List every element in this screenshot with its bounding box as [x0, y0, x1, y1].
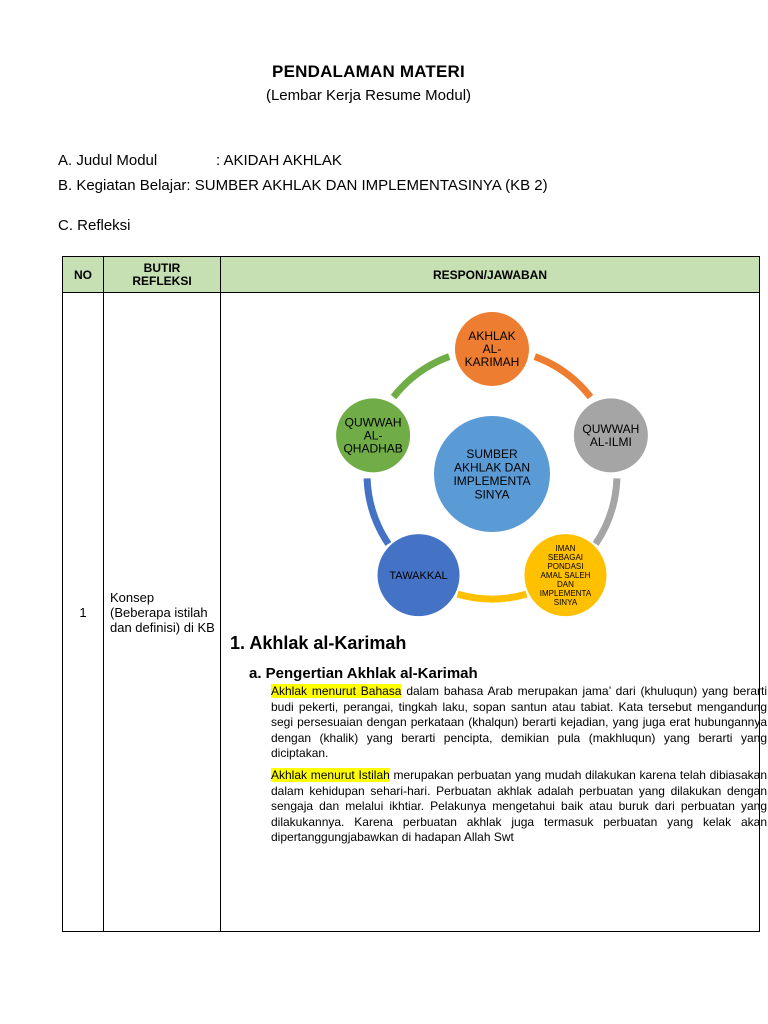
heading-akhlak-al-karimah: 1. Akhlak al-Karimah — [230, 633, 407, 653]
cycle-diagram — [221, 293, 768, 623]
cycle-arc — [458, 594, 527, 599]
page-title: PENDALAMAN MATERI — [272, 62, 465, 81]
center-circle-label: SUMBER AKHLAK DAN IMPLEMENTA SINYA — [453, 446, 531, 502]
kegiatan-belajar-label: B. Kegiatan Belajar — [58, 177, 187, 194]
cycle-arc — [367, 478, 388, 544]
paragraph-istilah-text: merupakan perbuatan yang mudah dilakukan karena telah dibiasakan dalam kehidupan sehari-hari. Perbuatan akhlak adalah perbuatan yang dilakukan dengan sengaja dan melalui ikhtiar. Pelakunya mengetahui baik atau buruk dari perbuatan yang dilakukannya. Karena perbuatan akhlak juga termasuk perbuatan yang kelak akan dipertanggungjabawkan di hadapan Allah Swt — [271, 768, 767, 844]
paragraph-istilah — [271, 768, 767, 846]
highlight-istilah: Akhlak menurut Istilah — [271, 768, 390, 782]
table-row — [63, 293, 760, 932]
table-header-row — [63, 257, 760, 293]
heading-pengertian: a. Pengertian Akhlak al-Karimah — [249, 665, 478, 682]
response-cell — [221, 293, 767, 932]
cycle-arc — [535, 357, 591, 398]
header-no: NO — [63, 257, 104, 293]
cycle-arc — [393, 357, 449, 398]
cycle-node-label: QUWWAH AL-QHADHAB — [343, 415, 403, 456]
cycle-node-label: TAWAKKAL — [389, 569, 448, 582]
cycle-node-label: AKHLAK AL-KARIMAH — [464, 329, 520, 370]
header-respon-jawaban: RESPON/JAWABAN — [221, 257, 760, 293]
kegiatan-belajar-value: : SUMBER AKHLAK DAN IMPLEMENTASINYA (KB 2) — [186, 177, 548, 194]
judul-modul-label: A. Judul Modul — [58, 152, 158, 169]
highlight-bahasa: Akhlak menurut Bahasa — [271, 684, 402, 698]
kegiatan-belajar-row — [58, 177, 548, 194]
paragraph-bahasa — [271, 684, 767, 762]
judul-modul-value: : AKIDAH AKHLAK — [216, 152, 342, 169]
cycle-arc — [596, 478, 617, 544]
refleksi-table — [62, 256, 767, 932]
row-butir: Konsep (Beberapa istilah dan definisi) di KB — [104, 293, 221, 932]
header-butir-refleksi: BUTIR REFLEKSI — [104, 257, 221, 293]
cycle-node-label: IMAN SEBAGAI PONDASI AMAL SALEH DAN IMPLEMENTA SINYA — [539, 543, 592, 607]
cycle-node-label: QUWWAH AL-ILMI — [582, 422, 640, 450]
judul-modul-row — [58, 152, 342, 169]
row-number: 1 — [63, 293, 104, 932]
refleksi-label: C. Refleksi — [58, 217, 131, 234]
paragraph-bahasa-text: dalam bahasa Arab merupakan jama’ dari (khuluqun) yang berarti budi pekerti, perangai, tingkah laku, sopan santun atau tabiat. Kata tersebut mengandung segi persesuaian dengan perkataan (khalqun) berarti kejadian, yang juga erat hubungannya dengan (khalik) yang berarti pencipta, demikian pula (makhluqun) yang berarti yang diciptakan. — [271, 684, 767, 760]
page-subtitle: (Lembar Kerja Resume Modul) — [265, 87, 472, 104]
